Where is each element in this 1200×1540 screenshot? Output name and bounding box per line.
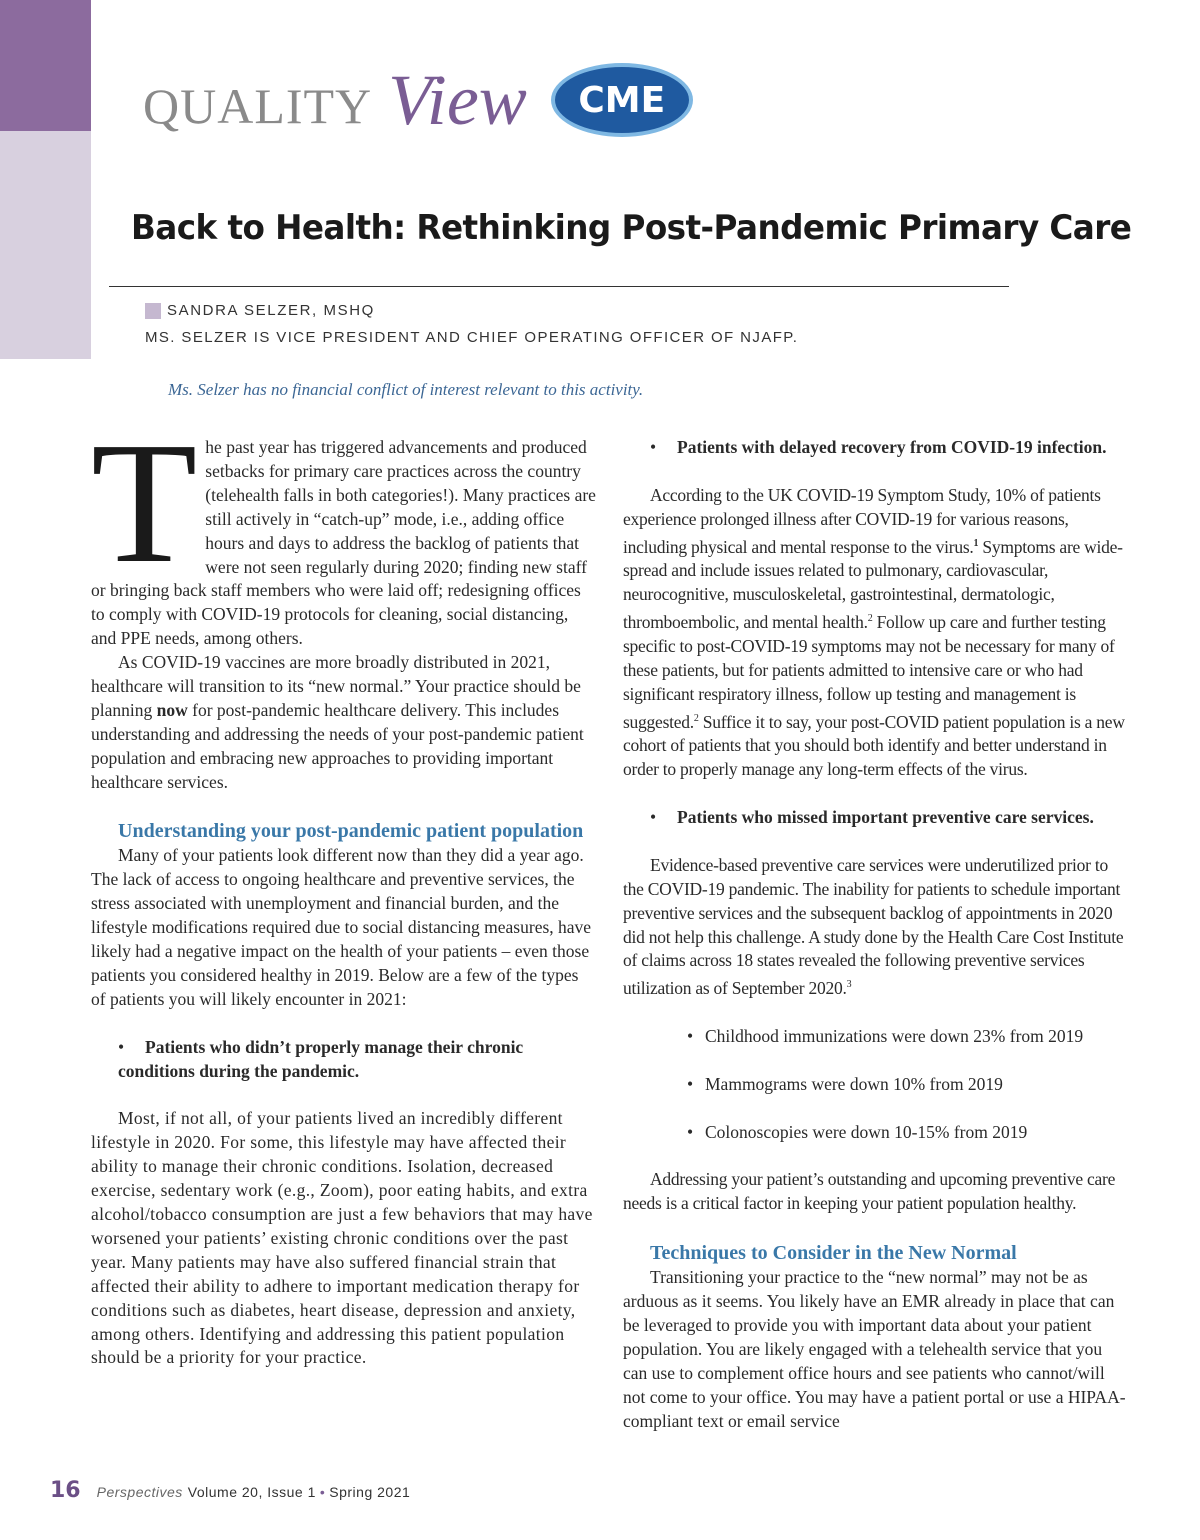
reference-1: 1 — [973, 537, 979, 549]
cme-badge-label: CME — [578, 79, 666, 121]
bullet-delayed-recovery: • Patients with delayed recovery from COVID-19 infection. — [623, 436, 1128, 460]
footer-separator: • — [319, 1484, 326, 1500]
cme-badge — [551, 63, 693, 137]
reference-2b: 2 — [693, 712, 699, 724]
accent-bar-light — [0, 131, 91, 359]
body-paragraph-chronic: Most, if not all, of your patients lived an incredibly different lifestyle in 2020. For some, this lifestyle may have affected their ability to manage their chronic conditions. Isolation, decreased exercise, sedentary work (e.g., Zoom), poor eating habits, and extra alcohol/tobacco consumption are just a few behaviors that may have worsened your patients’ existing chronic conditions over the past year. Many patients may have also suffered financial strain that affected their ability to adhere to important medication therapy for conditions such as diabetes, heart disease, depression and anxiety, among others. Identifying and addressing this patient population should be a priority for your practice. — [91, 1108, 593, 1368]
quality-label: QUALITY — [143, 78, 373, 134]
issue-season: Spring 2021 — [329, 1484, 411, 1500]
title-divider — [109, 286, 1009, 287]
section-header — [143, 60, 693, 140]
body-paragraph: As COVID-19 vaccines are more broadly distributed in 2021, healthcare will transition to its “new normal.” Your practice should be planning now for post-pandemic healthcare delivery. This includes understanding and addressing the needs of your post-pandemic patient population and embracing new approaches to providing important healthcare services. — [91, 652, 584, 792]
accent-bar-dark — [0, 0, 91, 131]
author-affiliation: MS. SELZER IS VICE PRESIDENT AND CHIEF OPERATING OFFICER OF NJAFP. — [145, 329, 799, 346]
body-paragraph-transitioning: Transitioning your practice to the “new normal” may not be as arduous as it seems. You likely have an EMR already in place that can be leveraged to provide you with important data about your patient population. You are likely engaged with a telehealth service that you can use to complement office hours and see patients who cannot/will not come to your office. You may have a patient portal or use a HIPAA-compliant text or email service — [623, 1267, 1126, 1431]
reference-2: 2 — [867, 613, 873, 625]
disclosure-statement: Ms. Selzer has no financial conflict of interest relevant to this activity. — [168, 380, 644, 399]
section-heading-techniques: Techniques to Consider in the New Normal — [650, 1242, 1017, 1265]
page-footer — [50, 1478, 410, 1503]
author-square-icon — [145, 303, 161, 319]
article-title: Back to Health: Rethinking Post-Pandemic Primary Care — [131, 208, 1132, 248]
sub-bullet-mammograms: • Mammograms were down 10% from 2019 — [623, 1073, 1128, 1097]
reference-3: 3 — [846, 979, 852, 991]
page-number: 16 — [50, 1478, 81, 1503]
bullet-preventive-care: • Patients who missed important preventive care services. — [623, 806, 1128, 830]
body-paragraph-addressing: Addressing your patient’s outstanding and upcoming preventive care needs is a critical factor in keeping your patient population healthy. — [623, 1169, 1116, 1214]
sub-bullet-immunizations: • Childhood immunizations were down 23% from 2019 — [623, 1025, 1128, 1049]
left-column — [91, 406, 596, 1370]
author-line — [145, 302, 375, 319]
section-heading-understanding: Understanding your post-pandemic patient population — [118, 820, 584, 843]
publication-name: Perspectives — [96, 1484, 183, 1500]
volume-issue: Volume 20, Issue 1 — [187, 1484, 316, 1500]
drop-cap: T — [91, 406, 198, 599]
body-paragraph-covid-study: According to the UK COVID-19 Symptom Study, 10% of patients experience prolonged illness after COVID-19 for various reasons, including physical and mental response to the virus.$^1$ Symptoms are wide-spread and include issues related to pulmonary, cardiovascular, neurocognitive, musculoskeletal, gastrointestinal, dermatologic, thromboembolic, and mental health.$^2$ Follow up care and further testing specific to post-COVID-19 symptoms may not be necessary for many of these patients, but for patients admitted to intensive care or who had significant respiratory illness, follow up testing and management is suggested.$^2$ Suffice it to say, your post-COVID patient population is a new cohort of patients that you should both identify and better understand in order to properly manage any long-term effects of the virus. — [623, 484, 1125, 780]
view-label: View — [388, 59, 527, 140]
intro-paragraph: The past year has triggered advancements and produced setbacks for primary care practices across the country (telehealth falls in both categories!). Many practices are still actively in “catch-up” mode, i.e., adding office hours and days to address the backlog of patients that were not seen regularly during 2020; finding new staff or bringing back staff members who were laid off; redesigning offices to comply with COVID-19 protocols for cleaning, social distancing, and PPE needs, among others. — [91, 406, 596, 649]
author-name: SANDRA SELZER, MSHQ — [167, 302, 375, 319]
body-paragraph: Many of your patients look different now than they did a year ago. The lack of access to ongoing healthcare and preventive services, the stress associated with unemployment and financial burden, and the lifestyle modifications required due to social distancing measures, have likely had a negative impact on the health of your patients – even those patients you considered healthy in 2019. Below are a few of the types of patients you will likely encounter in 2021: — [91, 845, 592, 1009]
sub-bullet-colonoscopies: • Colonoscopies were down 10-15% from 2019 — [623, 1121, 1128, 1145]
body-paragraph-preventive: Evidence-based preventive care services were underutilized prior to the COVID-19 pandemic. The inability for patients to schedule important preventive services and the subsequent backlog of appointments in 2020 did not help this challenge. A study done by the Health Care Cost Institute of claims across 18 states revealed the following preventive services utilization as of September 2020.$^3$ — [623, 854, 1124, 999]
right-column — [623, 436, 1128, 1433]
bullet-chronic-conditions: • Patients who didn’t properly manage their chronic conditions during the pandemic. — [91, 1036, 596, 1084]
